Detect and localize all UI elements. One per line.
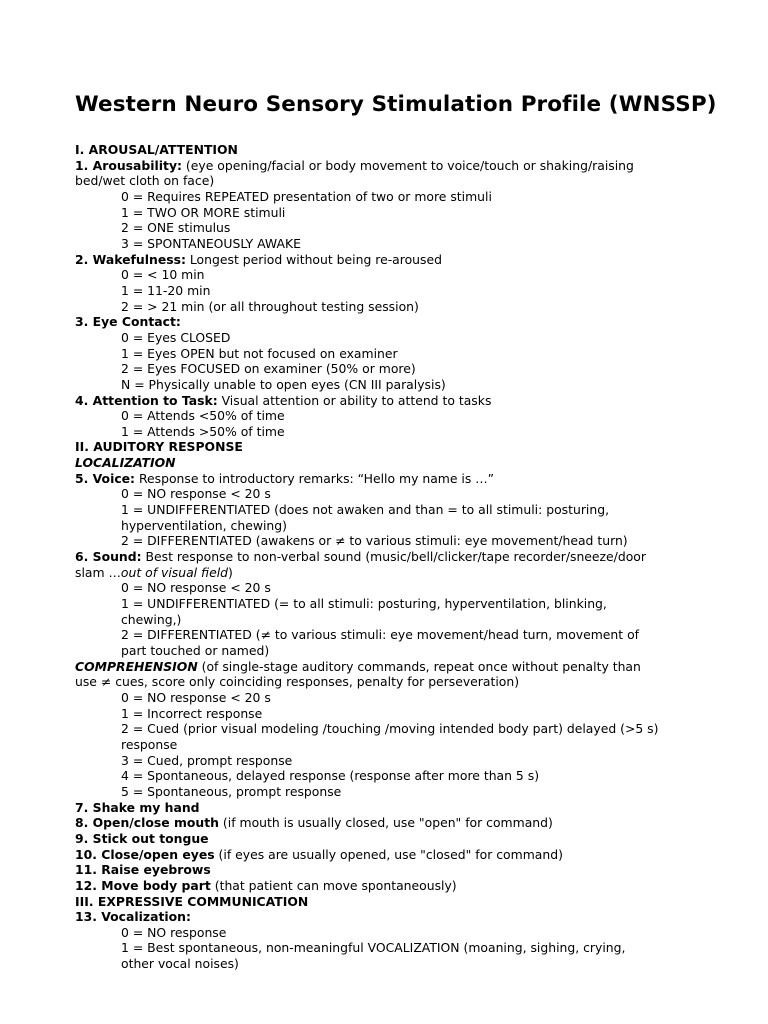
text-line <box>75 909 705 925</box>
text-line <box>75 706 705 722</box>
text-line <box>75 721 705 737</box>
text-line <box>75 471 705 487</box>
text-line <box>75 800 705 816</box>
text-line <box>75 142 705 158</box>
text-line <box>75 518 705 534</box>
text-line <box>75 455 705 471</box>
line-text: 2 = Cued (prior visual modeling /touching /moving intended body part) delayed (>5 s) <box>121 721 659 737</box>
text-line <box>75 753 705 769</box>
text-line <box>75 894 705 910</box>
line-text: 3 = SPONTANEOUSLY AWAKE <box>121 235 301 251</box>
bold-label: 5. Voice: <box>75 470 136 486</box>
line-text: 1 = 11-20 min <box>121 282 211 298</box>
line-text: 1 = TWO OR MORE stimuli <box>121 204 286 220</box>
line-text: (if eyes are usually opened, use "closed" for command) <box>214 846 563 862</box>
text-line <box>75 220 705 236</box>
text-line <box>75 956 705 972</box>
line-text: 1 = Eyes OPEN but not focused on examiner <box>121 345 398 361</box>
text-line <box>75 502 705 518</box>
bold-label: 12. Move body part <box>75 877 211 893</box>
italic-heading: COMPREHENSION <box>75 658 198 674</box>
text-line <box>75 361 705 377</box>
line-text: Best response to non-verbal sound (music/bell/clicker/tape recorder/sneeze/door <box>141 549 646 565</box>
bold-label: 2. Wakefulness: <box>75 251 186 267</box>
line-text: 1 = Best spontaneous, non-meaningful VOCALIZATION (moaning, sighing, crying, <box>121 940 626 956</box>
text-line <box>75 283 705 299</box>
line-text: slam … <box>75 564 121 580</box>
line-text: 1 = Incorrect response <box>121 705 263 721</box>
text-line <box>75 596 705 612</box>
line-text: hyperventilation, chewing) <box>121 517 287 533</box>
text-line <box>75 878 705 894</box>
line-text: Response to introductory remarks: “Hello my name is …” <box>135 470 495 486</box>
text-line <box>75 940 705 956</box>
text-line <box>75 252 705 268</box>
bold-label: 7. Shake my hand <box>75 799 200 815</box>
line-text: (that patient can move spontaneously) <box>210 877 457 893</box>
text-line <box>75 330 705 346</box>
line-text: 0 = < 10 min <box>121 267 205 283</box>
text-line <box>75 643 705 659</box>
line-text: use ≠ cues, score only coinciding responses, penalty for perseveration) <box>75 674 520 690</box>
line-text: 2 = ONE stimulus <box>121 220 231 236</box>
text-line <box>75 346 705 362</box>
italic-text: out of visual field <box>120 564 228 580</box>
text-line <box>75 533 705 549</box>
text-line <box>75 549 705 565</box>
line-text: 0 = Attends <50% of time <box>121 408 285 424</box>
line-text: 0 = NO response < 20 s <box>121 486 271 502</box>
text-line <box>75 299 705 315</box>
line-text: 0 = NO response < 20 s <box>121 580 271 596</box>
text-line <box>75 189 705 205</box>
line-text: Visual attention or ability to attend to tasks <box>217 392 492 408</box>
line-text: part touched or named) <box>121 643 270 658</box>
bold-label: 10. Close/open eyes <box>75 846 215 862</box>
text-line <box>75 314 705 330</box>
text-line <box>75 393 705 409</box>
text-line <box>75 784 705 800</box>
text-line <box>75 173 705 189</box>
bold-label: 6. Sound: <box>75 549 142 565</box>
line-text: 4 = Spontaneous, delayed response (response after more than 5 s) <box>121 768 540 784</box>
bold-label: 8. Open/close mouth <box>75 815 219 831</box>
line-text: 0 = NO response < 20 s <box>121 689 271 705</box>
text-line <box>75 439 705 455</box>
text-line <box>75 205 705 221</box>
text-line <box>75 690 705 706</box>
italic-heading: LOCALIZATION <box>75 455 176 471</box>
line-text: 5 = Spontaneous, prompt response <box>121 783 342 799</box>
line-text: 2 = DIFFERENTIATED (awakens or ≠ to various stimuli: eye movement/head turn) <box>121 533 628 549</box>
line-text: (of single-stage auditory commands, repeat once without penalty than <box>197 658 641 674</box>
line-text: response <box>121 736 178 752</box>
text-line <box>75 862 705 878</box>
text-line <box>75 815 705 831</box>
bold-label: 4. Attention to Task: <box>75 392 218 408</box>
text-line <box>75 925 705 941</box>
bold-label: 13. Vocalization: <box>75 909 191 925</box>
line-text: 1 = UNDIFFERENTIATED (does not awaken and than = to all stimuli: posturing, <box>121 502 610 518</box>
line-text: Longest period without being re-aroused <box>185 251 442 267</box>
text-line <box>75 580 705 596</box>
text-line <box>75 674 705 690</box>
text-line <box>75 737 705 753</box>
line-text: 1 = UNDIFFERENTIATED (= to all stimuli: posturing, hyperventilation, blinking, <box>121 596 607 612</box>
line-text: chewing,) <box>121 611 182 627</box>
line-text: 3 = Cued, prompt response <box>121 752 293 768</box>
text-line <box>75 831 705 847</box>
text-line <box>75 627 705 643</box>
text-line <box>75 158 705 174</box>
text-line <box>75 768 705 784</box>
bold-label: 9. Stick out tongue <box>75 830 209 846</box>
text-line <box>75 659 705 675</box>
line-text: 2 = Eyes FOCUSED on examiner (50% or more) <box>121 361 416 377</box>
line-text: 2 = > 21 min (or all throughout testing session) <box>121 298 419 314</box>
text-line <box>75 408 705 424</box>
document-body <box>75 142 705 972</box>
bold-label: 3. Eye Contact: <box>75 314 181 330</box>
text-line <box>75 486 705 502</box>
line-text: N = Physically unable to open eyes (CN III paralysis) <box>121 376 446 392</box>
text-line <box>75 236 705 252</box>
line-text: 0 = Eyes CLOSED <box>121 329 231 345</box>
text-line <box>75 424 705 440</box>
document-title: Western Neuro Sensory Stimulation Profile (WNSSP) <box>75 92 717 117</box>
line-text: ) <box>228 564 233 580</box>
line-text: 0 = NO response <box>121 924 227 940</box>
text-line <box>75 565 705 581</box>
line-text: 0 = Requires REPEATED presentation of two or more stimuli <box>121 188 492 204</box>
bold-label: III. EXPRESSIVE COMMUNICATION <box>75 893 309 909</box>
bold-label: 1. Arousability: <box>75 157 182 173</box>
line-text: other vocal noises) <box>121 956 239 972</box>
line-text: 1 = Attends >50% of time <box>121 423 285 439</box>
text-line <box>75 267 705 283</box>
text-line <box>75 377 705 393</box>
line-text: (eye opening/facial or body movement to voice/touch or shaking/raising <box>181 157 634 173</box>
bold-label: 11. Raise eyebrows <box>75 862 211 878</box>
text-line <box>75 847 705 863</box>
text-line <box>75 612 705 628</box>
line-text: bed/wet cloth on face) <box>75 173 215 189</box>
line-text: 2 = DIFFERENTIATED (≠ to various stimuli: eye movement/head turn, movement of <box>121 627 640 643</box>
bold-label: II. AUDITORY RESPONSE <box>75 439 243 455</box>
bold-label: I. AROUSAL/ATTENTION <box>75 142 238 157</box>
line-text: (if mouth is usually closed, use "open" for command) <box>218 815 553 831</box>
